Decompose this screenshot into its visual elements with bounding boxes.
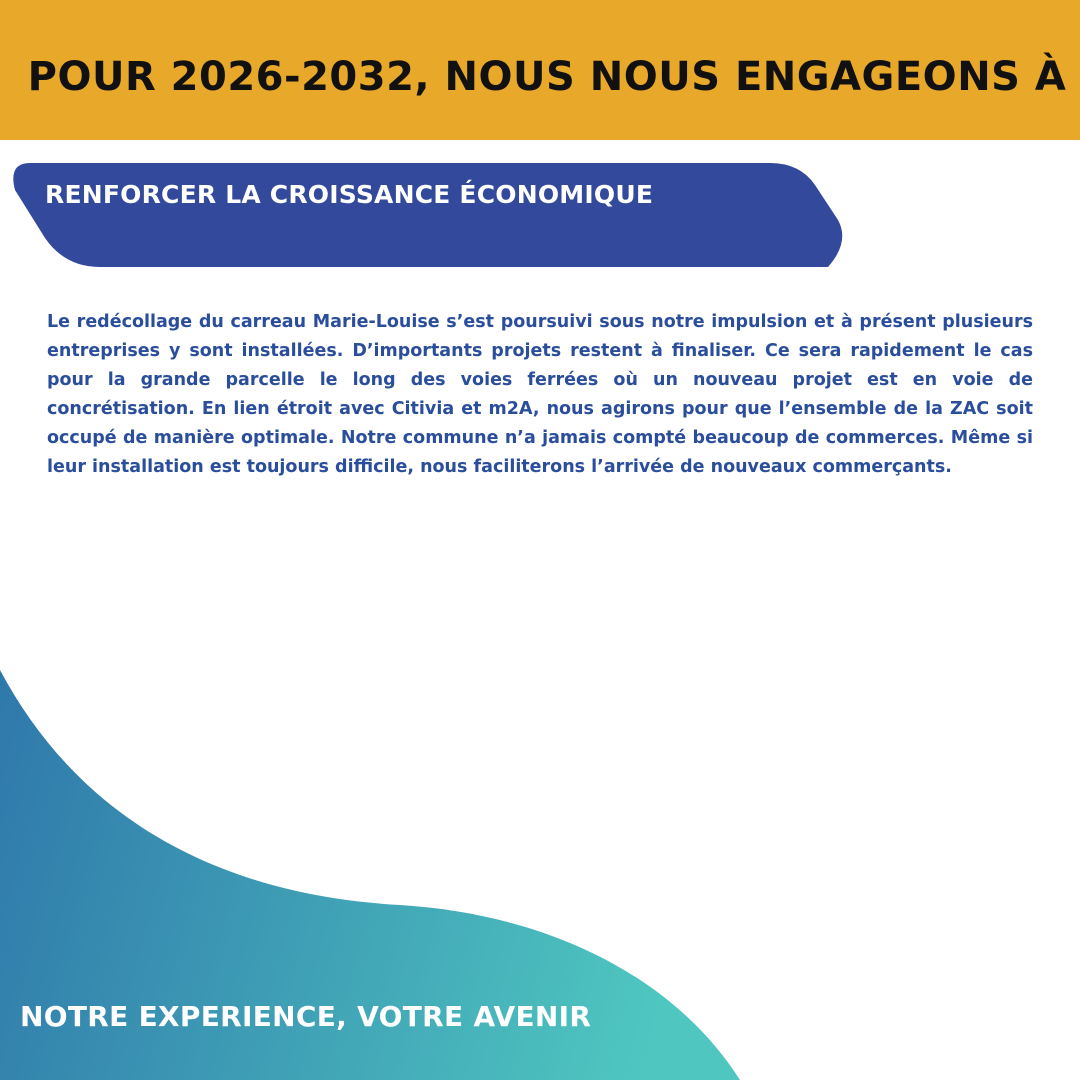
body-paragraph: Le redécollage du carreau Marie-Louise s’est poursuivi sous notre impulsion et à présent plusieurs entreprises y sont installées. D’importants projets restent à finaliser. Ce sera rapidement le cas pour la grande parcelle le long des voies ferrées où un nouveau projet est en voie de concrétisation. En lien étroit avec Citivia et m2A, nous agirons pour que l’ensemble de la ZAC soit occupé de manière optimale. Notre commune n’a jamais compté beaucoup de commerces. Même si leur installation est toujours difficile, nous faciliterons l’arrivée de nouveaux commerçants. <box>47 312 1033 477</box>
section-title: RENFORCER LA CROISSANCE ÉCONOMIQUE <box>45 180 654 209</box>
page-title: POUR 2026-2032, NOUS NOUS ENGAGEONS À <box>27 54 1067 100</box>
footer-slogan: NOTRE EXPERIENCE, VOTRE AVENIR <box>20 1000 592 1033</box>
